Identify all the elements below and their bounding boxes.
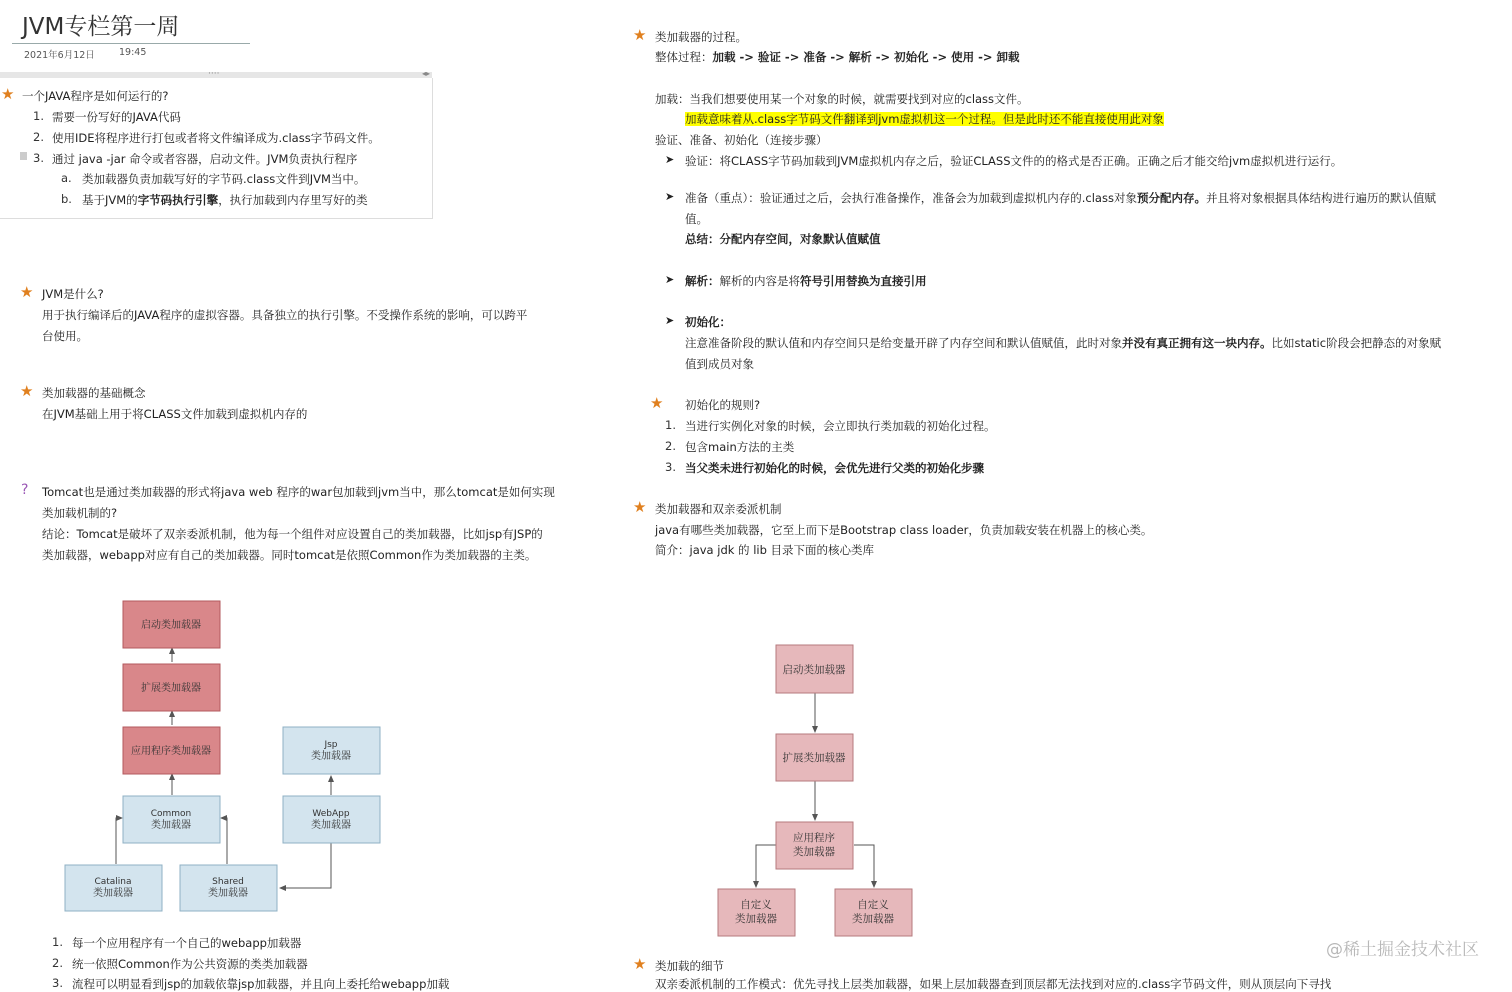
paragraph: 台使用。 (42, 329, 88, 343)
tomcat-classloader-diagram (0, 590, 440, 925)
paragraph-init: 注意准备阶段的默认值和内存空间只是给变量开辟了内存空间和默认值赋值，此时对象并没有真正拥有这一块内存。比如static阶段会把静态的对象赋 (685, 336, 1442, 350)
star-icon: ★ (650, 394, 664, 412)
paragraph-init: 值到成员对象 (685, 357, 754, 371)
custom-loader-label: 自定义 (740, 899, 772, 911)
triangle-bullet-icon: ➤ (665, 190, 675, 203)
triangle-bullet-icon: ➤ (665, 153, 675, 166)
list-number: 1. (665, 418, 676, 432)
shared-loader-label: Shared (212, 877, 244, 887)
page-time: 19:45 (119, 47, 147, 58)
list-item: 使用IDE将程序进行打包或者将文件编译成为.class字节码文件。 (52, 131, 380, 145)
custom-loader-label: 类加载器 (852, 913, 894, 925)
triangle-bullet-icon: ➤ (665, 273, 675, 286)
star-icon: ★ (1, 85, 15, 103)
page-title: JVM专栏第一周 (22, 14, 180, 40)
paragraph: 简介：java jdk 的 lib 目录下面的核心类库 (655, 543, 875, 557)
list-number: 3. (33, 151, 44, 165)
list-item: 每一个应用程序有一个自己的webapp加载器 (72, 936, 302, 950)
list-item: 通过 java -jar 命令或者容器，启动文件。JVM负责执行程序 (52, 152, 358, 166)
watermark: @稀土掘金技术社区 (1326, 940, 1479, 960)
paragraph: 在JVM基础上用于将CLASS文件加载到虚拟机内存的 (42, 407, 308, 421)
list-letter: b. (61, 192, 72, 206)
paragraph-load: 加载：当我们想要使用某一个对象的时候，就需要找到对应的class文件。 (655, 92, 1029, 106)
init-label: 初始化： (685, 315, 731, 329)
custom-loader-label: 自定义 (857, 899, 889, 911)
catalina-loader-label: 类加载器 (93, 888, 133, 899)
list-number: 2. (33, 130, 44, 144)
common-loader-label: Common (150, 809, 192, 819)
app-loader-label: 类加载器 (793, 846, 835, 858)
paragraph: 用于执行编译后的JAVA程序的虚拟容器。具备独立的执行引擎。不受操作系统的影响，可以跨平 (42, 308, 528, 322)
paragraph-prepare: 值。 (685, 212, 708, 226)
overall-process: 整体过程：加载 -> 验证 -> 准备 -> 解析 -> 初始化 -> 使用 -> 卸载 (655, 50, 1020, 64)
list-number: 3. (665, 460, 676, 474)
webapp-loader-label: WebApp (312, 809, 350, 819)
list-item: 当进行实例化对象的时候，会立即执行类加载的初始化过程。 (685, 419, 996, 433)
list-letter: a. (61, 171, 72, 185)
paragraph-link: 验证、准备、初始化（连接步骤） (655, 133, 828, 147)
paragraph-prepare: 准备（重点）：验证通过之后，会执行准备操作，准备会为加载到虚拟机内存的.class对象预分配内存。并且将对象根据具体结构进行遍历的默认值赋 (685, 191, 1436, 205)
paragraph-resolve: 解析：解析的内容是将符号引用替换为直接引用 (685, 274, 927, 288)
list-number: 2. (52, 956, 63, 970)
bootstrap-loader-label: 启动类加载器 (141, 620, 201, 631)
highlighted-text: 加载意味着从.class字节码文件翻译到jvm虚拟机这一个过程。但是此时还不能直接使用此对象 (685, 112, 1164, 126)
section-heading-parent-delegation: 类加载器和双亲委派机制 (655, 502, 782, 516)
list-item: 当父类未进行初始化的时候，会优先进行父类的初始化步骤 (685, 461, 984, 475)
conclusion-text: 类加载器，webapp对应有自己的类加载器。同时tomcat是依照Common作为类加载器的主类。 (42, 548, 537, 562)
sub-list-item: 类加载器负责加载写好的字节码.class文件到JVM当中。 (82, 172, 366, 186)
section-heading-classloading-details: 类加载的细节 (655, 959, 724, 973)
paragraph-verify: 验证：将CLASS字节码加载到JVM虚拟机内存之后，验证CLASS文件的的格式是否正确。正确之后才能交给jvm虚拟机进行运行。 (685, 154, 1343, 168)
list-number: 1. (52, 935, 63, 949)
jsp-loader-label: 类加载器 (311, 751, 351, 762)
common-loader-label: 类加载器 (151, 820, 191, 831)
star-icon: ★ (633, 26, 647, 44)
question-text: 类加载机制的? (42, 506, 118, 520)
app-loader-label: 应用程序类加载器 (131, 746, 211, 757)
title-underline (12, 43, 250, 44)
shared-loader-label: 类加载器 (208, 888, 248, 899)
list-number: 2. (665, 439, 676, 453)
collapse-handle-icon[interactable] (20, 152, 27, 160)
conclusion-text: 结论：Tomcat是破坏了双亲委派机制，他为每一个组件对应设置自己的类加载器，比如jsp有JSP的 (42, 527, 543, 541)
bootstrap-loader-label: 启动类加载器 (782, 664, 846, 676)
question-icon: ? (21, 482, 29, 498)
catalina-loader-label: Catalina (94, 877, 132, 887)
list-number: 1. (33, 109, 44, 123)
section-heading-how-java-runs: 一个JAVA程序是如何运行的? (22, 89, 169, 103)
paragraph: 双亲委派机制的工作模式：优先寻找上层类加载器，如果上层加载器查到顶层都无法找到对应的.class字节码文件，则从顶层向下寻找 (655, 977, 1332, 991)
list-item: 统一依照Common作为公共资源的类类加载器 (72, 957, 308, 971)
section-heading-classloader-basics: 类加载器的基础概念 (42, 386, 146, 400)
ext-loader-label: 扩展类加载器 (141, 683, 201, 694)
prepare-summary: 总结：分配内存空间，对象默认值赋值 (685, 232, 881, 246)
star-icon: ★ (633, 955, 647, 973)
star-icon: ★ (20, 283, 34, 301)
star-icon: ★ (20, 382, 34, 400)
webapp-loader-label: 类加载器 (311, 820, 351, 831)
jsp-loader-label: Jsp (324, 740, 338, 750)
list-item: 包含main方法的主类 (685, 440, 795, 454)
list-item: 需要一份写好的JAVA代码 (52, 110, 181, 124)
ext-loader-label: 扩展类加载器 (782, 752, 846, 764)
section-heading-what-is-jvm: JVM是什么? (42, 287, 104, 301)
parent-delegation-diagram (700, 640, 930, 945)
drag-grip-icon[interactable]: ···· (208, 69, 220, 79)
page-date: 2021年6月12日 (24, 50, 95, 61)
paragraph: java有哪些类加载器，它至上而下是Bootstrap class loader，负责加载安装在机器上的核心类。 (655, 523, 1153, 537)
list-number: 3. (52, 976, 63, 990)
list-item: 流程可以明显看到jsp的加载依靠jsp加载器，并且向上委托给webapp加载 (72, 977, 450, 991)
section-heading-init-rules: 初始化的规则? (685, 398, 761, 412)
section-heading-classloading-process: 类加载器的过程。 (655, 30, 747, 44)
resize-arrows-icon[interactable]: ◂▸ (421, 69, 430, 78)
star-icon: ★ (633, 498, 647, 516)
app-loader-label: 应用程序 (793, 832, 835, 844)
custom-loader-label: 类加载器 (735, 913, 777, 925)
question-text: Tomcat也是通过类加载器的形式将java web 程序的war包加载到jvm当中，那么tomcat是如何实现 (42, 485, 555, 499)
triangle-bullet-icon: ➤ (665, 314, 675, 327)
sub-list-item: 基于JVM的字节码执行引擎，执行加载到内存里写好的类 (82, 193, 368, 207)
